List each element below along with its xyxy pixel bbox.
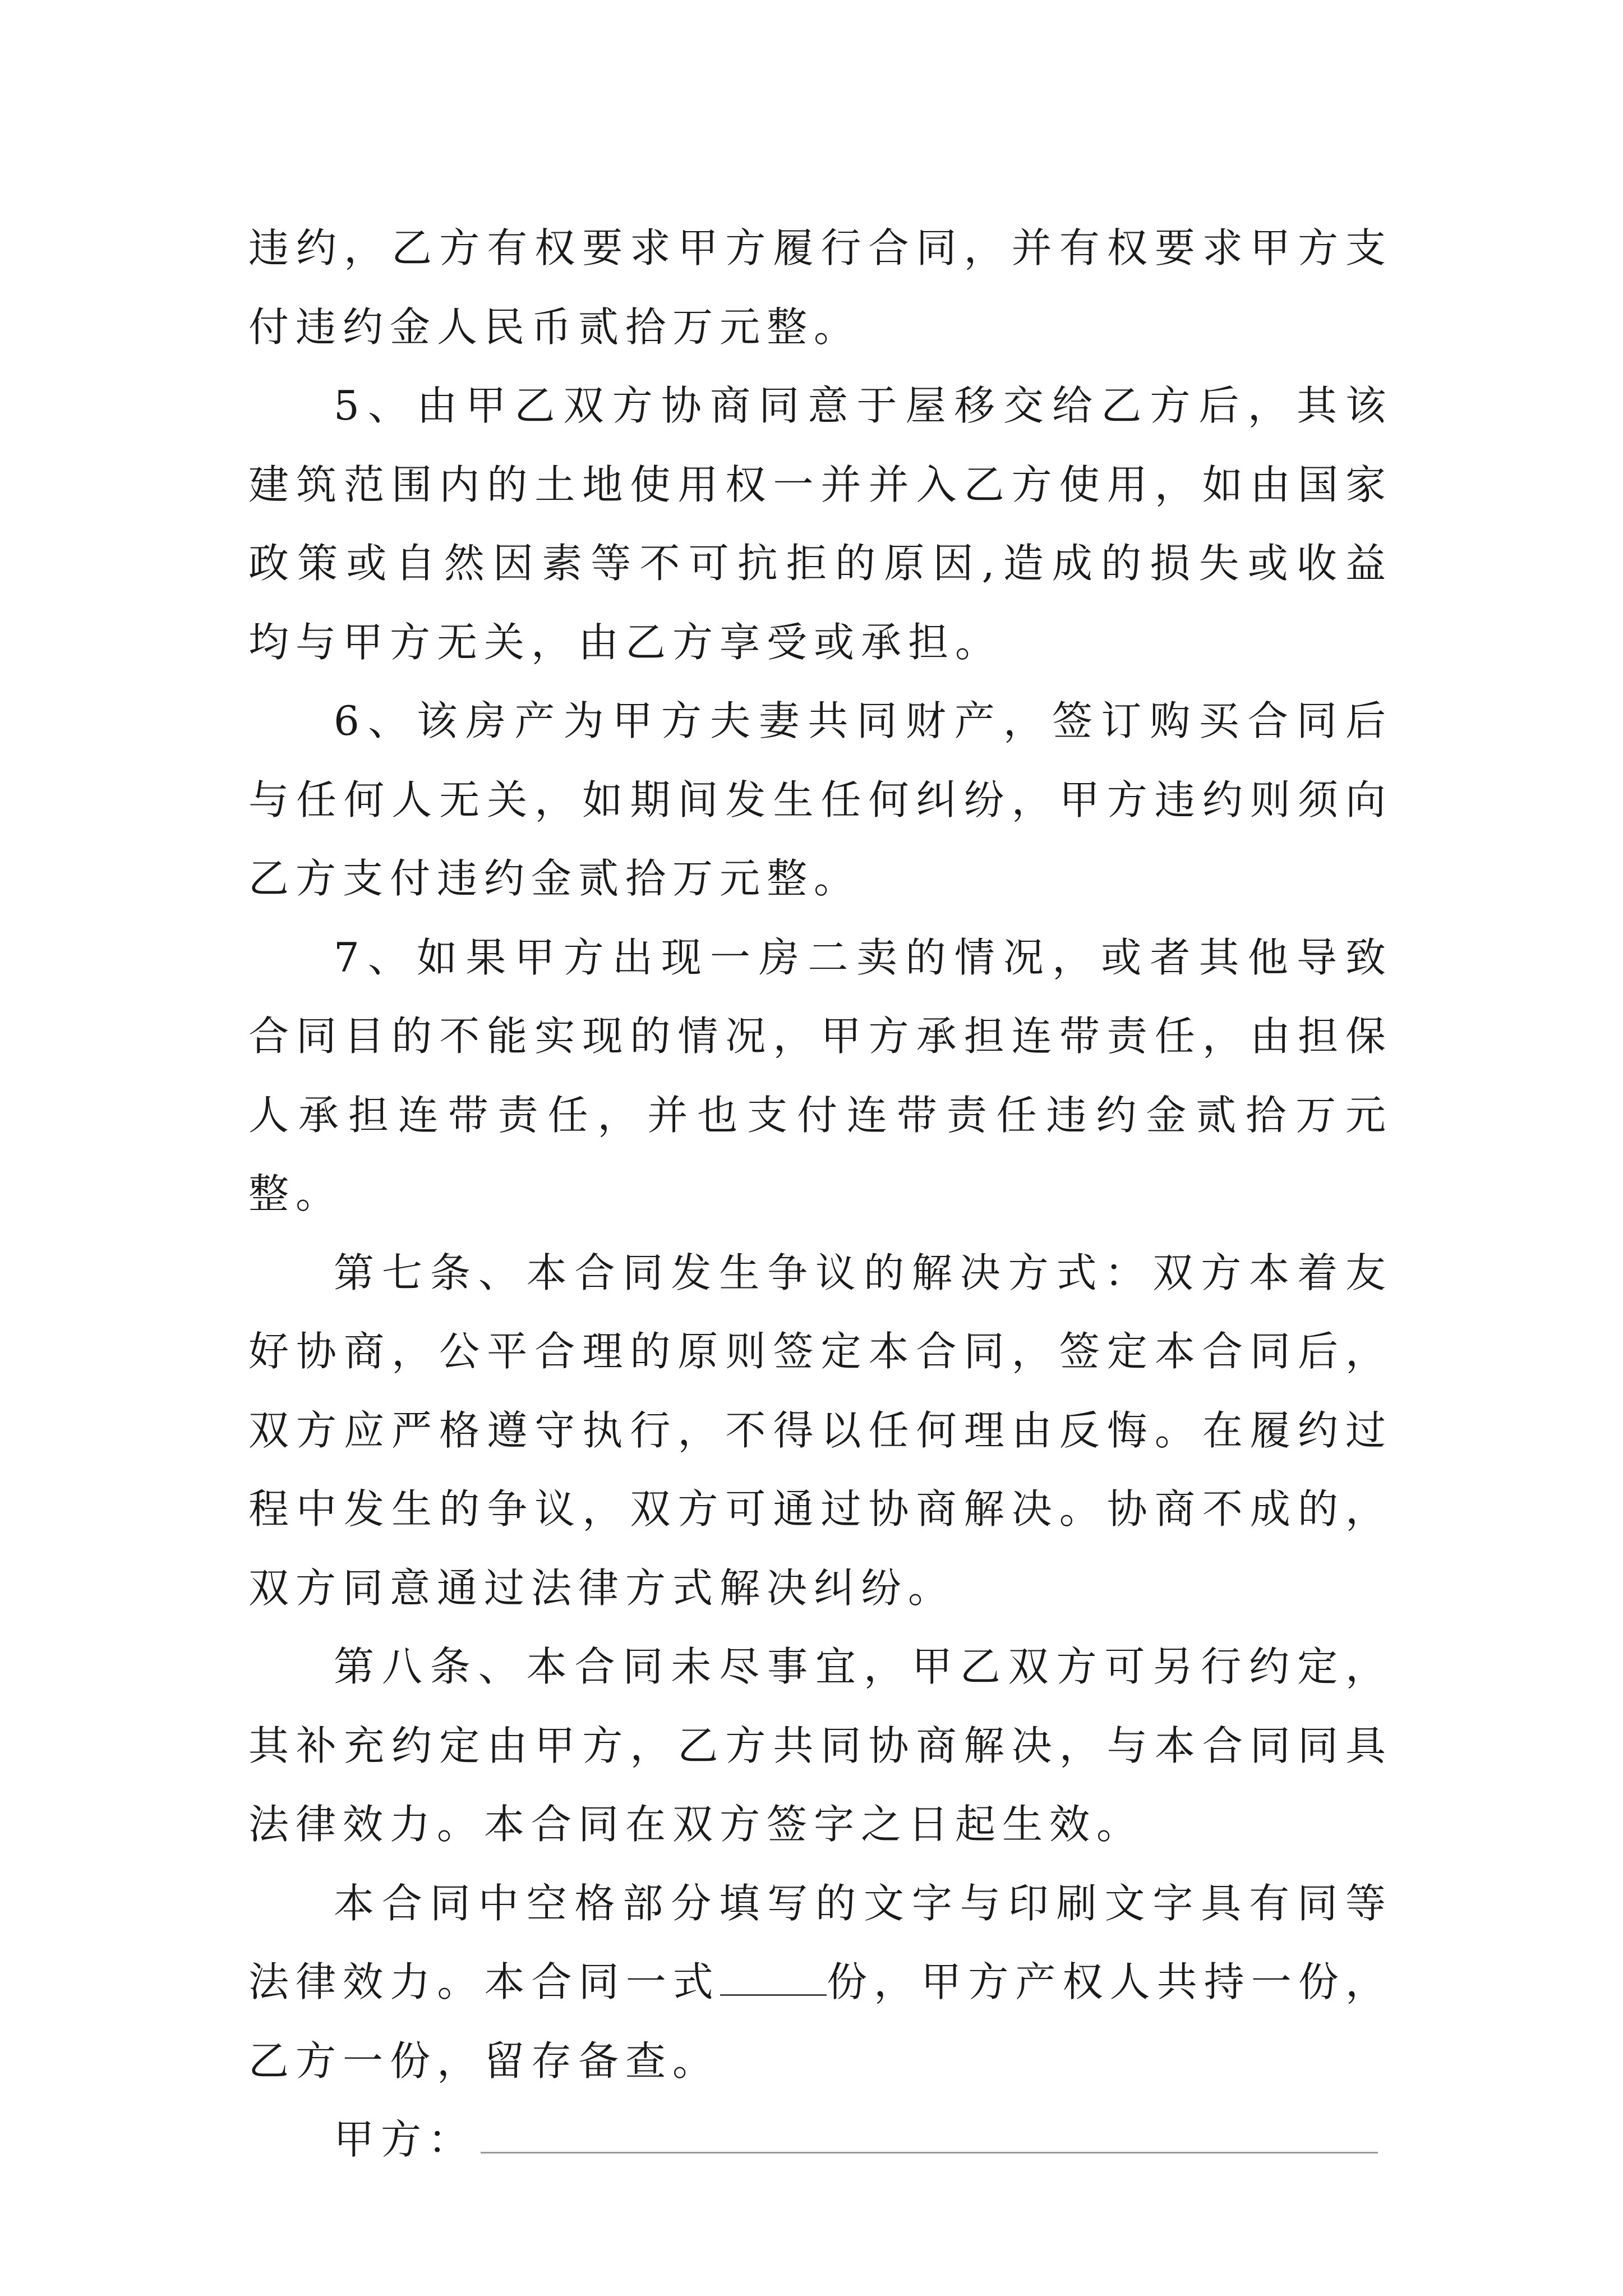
copies-text-before: 本合同中空格部分填写的文字与印刷文字具有同等法律效力。本合同一式	[248, 1879, 1393, 2005]
paragraph-copies	[248, 1864, 1393, 2101]
article-8-supplementary: 第八条、本合同未尽事宜，甲乙双方可另行约定，其补充约定由甲方，乙方共同协商解决，与本合同同具法律效力。本合同在双方签字之日起生效。	[248, 1643, 1393, 1848]
copies-count-blank[interactable]	[720, 1961, 827, 1996]
party-a-signature-line[interactable]	[481, 2118, 1378, 2154]
clause-7-double-sale: 7、如果甲方出现一房二卖的情况，或者其他导致合同目的不能实现的情况，甲方承担连带责任，由担保人承担连带责任，并也支付连带责任违约金贰拾万元整。	[248, 933, 1393, 1217]
clause-5-land-use: 5、由甲乙双方协商同意于屋移交给乙方后，其该建筑范围内的土地使用权一并并入乙方使用，如由国家政策或自然因素等不可抗拒的原因,造成的损失或收益均与甲方无关，由乙方享受或承担。	[248, 382, 1393, 666]
party-a-label: 甲方：	[334, 2116, 476, 2163]
paragraph-breach-penalty: 违约，乙方有权要求甲方履行合同，并有权要求甲方支付违约金人民币贰拾万元整。	[248, 224, 1393, 351]
copies-text-after: 份，甲方产权人共持一份，乙方一份，留存备查。	[248, 1958, 1393, 2085]
party-a-signature-row	[248, 2100, 1393, 2179]
article-7-dispute-resolution: 第七条、本合同发生争议的解决方式：双方本着友好协商，公平合理的原则签定本合同，签定本合同后，双方应严格遵守执行，不得以任何理由反悔。在履约过程中发生的争议，双方可通过协商解决。协商不成的，双方同意通过法律方式解决纠纷。	[248, 1249, 1393, 1612]
clause-6-joint-property: 6、该房产为甲方夫妻共同财产，签订购买合同后与任何人无关，如期间发生任何纠纷，甲方违约则须向乙方支付违约金贰拾万元整。	[248, 697, 1393, 902]
contract-body	[248, 209, 1393, 2179]
